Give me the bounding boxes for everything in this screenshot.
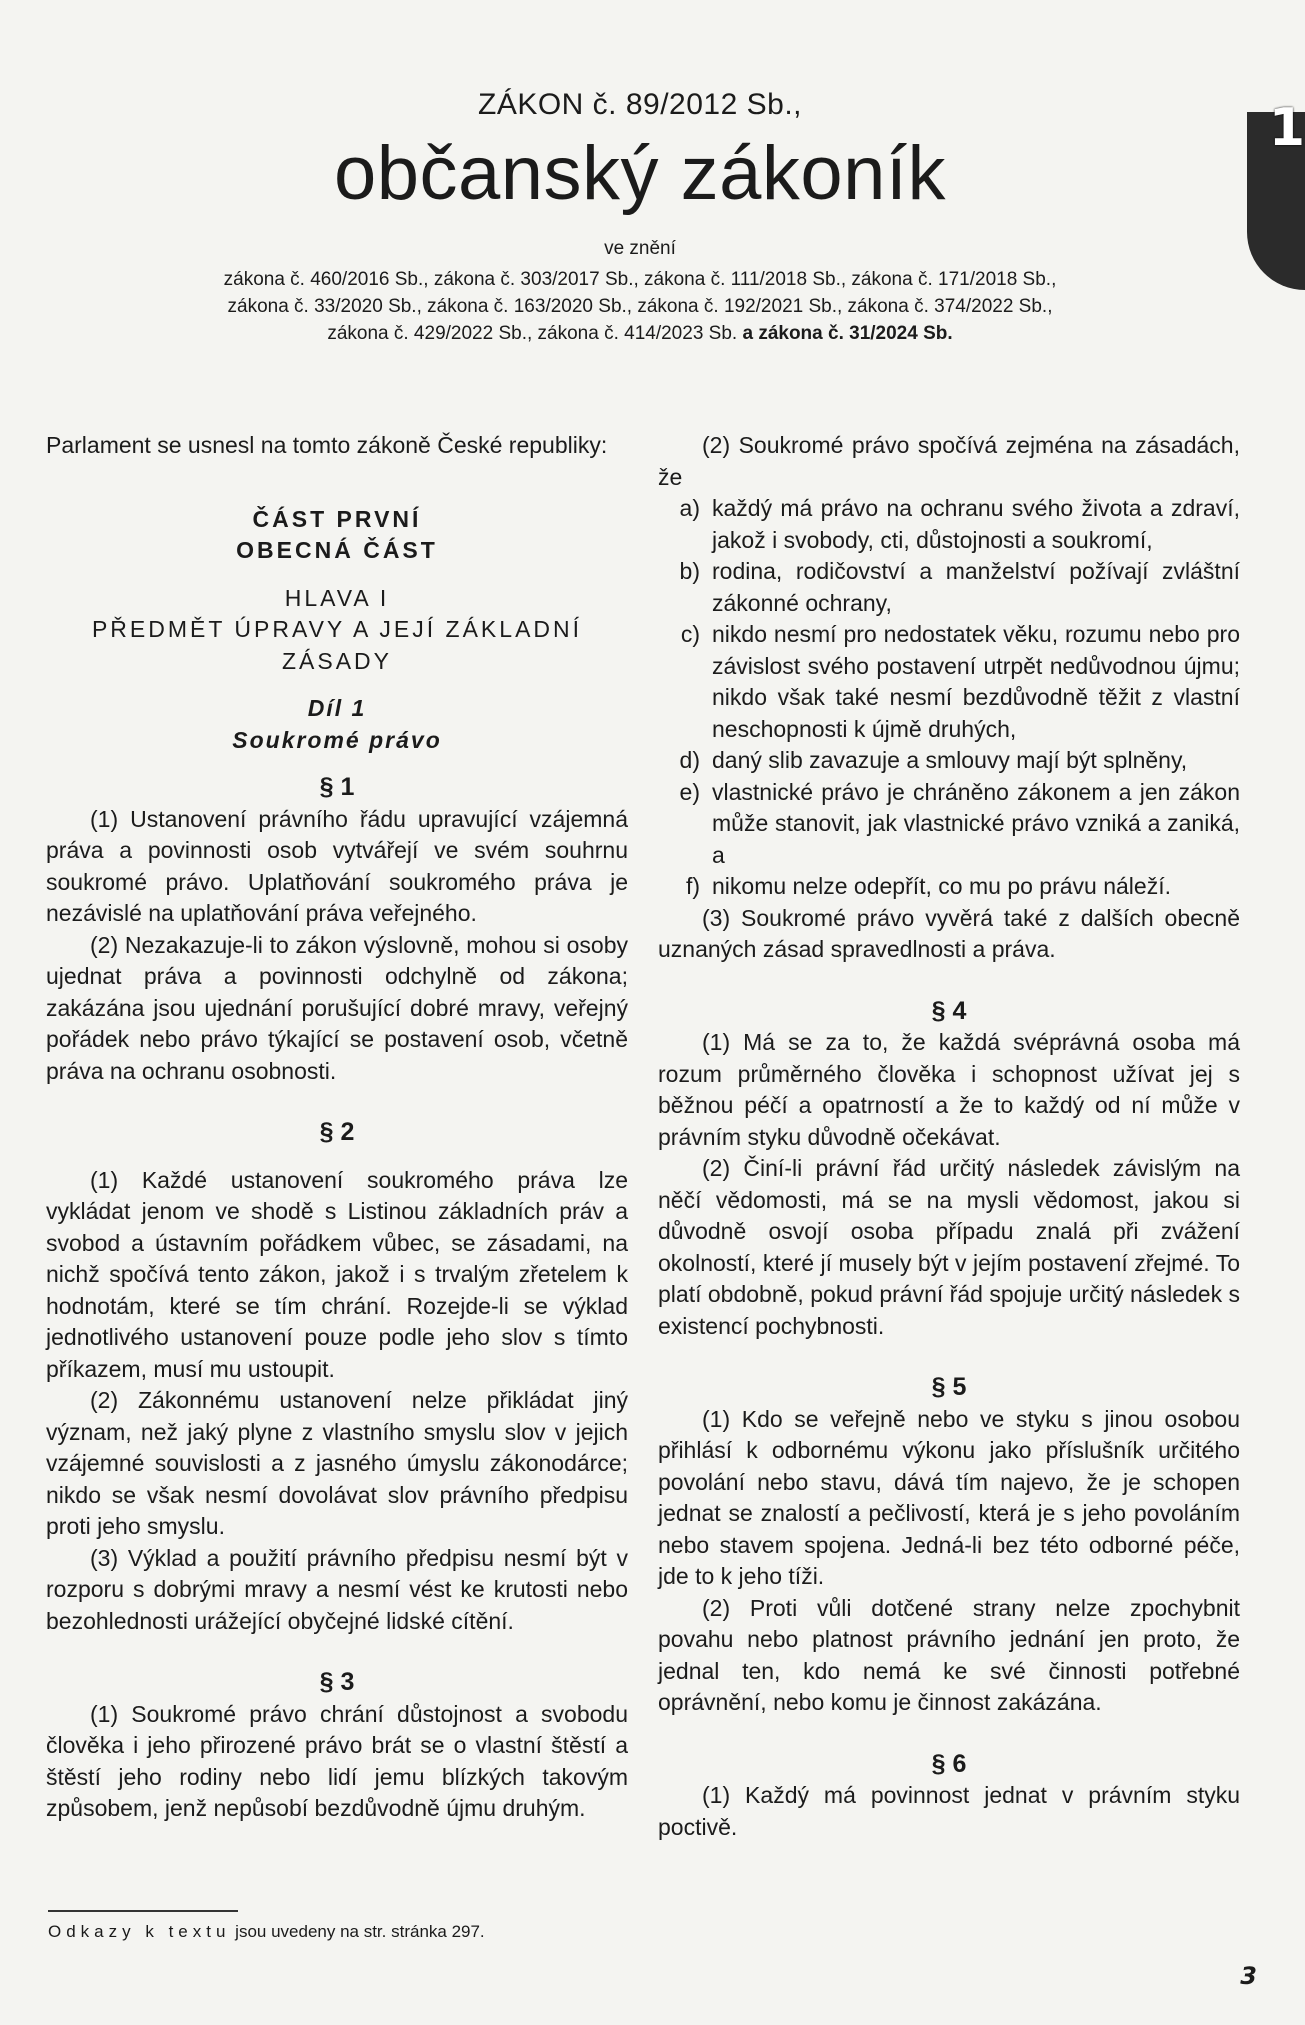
list-item xyxy=(658,871,1240,903)
amendment-line-last xyxy=(60,320,1220,347)
enactment-intro: Parlament se usnesl na tomto zákoně České republiky: xyxy=(46,432,608,458)
list-item xyxy=(658,556,1240,619)
document-header xyxy=(60,88,1220,347)
list-item xyxy=(658,745,1240,777)
section-2-paragraph-3: (3) Výklad a použití právního předpisu nesmí být v rozporu s dobrými mravy a nesmí vést ke krutosti nebo bezohlednosti urážející obyčejné lidské cítění. xyxy=(46,1544,628,1634)
list-item xyxy=(658,777,1240,872)
section-5-mark: § 5 xyxy=(931,1373,967,1401)
section-1-mark: § 1 xyxy=(319,773,355,801)
section-6-mark: § 6 xyxy=(931,1749,967,1778)
list-item-text: nikomu nelze odepřít, co mu po právu náleží. xyxy=(712,873,1171,899)
part-title: ČÁST PRVNÍ xyxy=(252,505,422,532)
section-3-paragraph-2-intro: (2) Soukromé právo spočívá zejména na zásadách, že xyxy=(658,432,1240,490)
law-number: ZÁKON č. 89/2012 Sb., xyxy=(478,88,802,121)
division-number: Díl 1 xyxy=(307,695,367,721)
chapter-number: HLAVA I xyxy=(284,584,390,611)
list-item-label: f) xyxy=(685,873,700,899)
section-1-paragraph-1: (1) Ustanovení právního řádu upravující vzájemná práva a povinnosti osob vytvářejí ve svém souhrnu soukromé právo. Uplatňování soukromého práva je nezávislé na uplatňování práva veřejného. xyxy=(46,805,628,926)
list-item-text: nikdo nesmí pro nedostatek věku, rozumu nebo pro závislost svého postavení utrpět nedůvodnou újmu; nikdo však také nesmí bezdůvodně těžit z vlastní neschopnosti k újmě druhých, xyxy=(712,621,1240,742)
list-item-text: daný slib zavazuje a smlouvy mají být splněny, xyxy=(712,747,1188,773)
chapter-title: PŘEDMĚT ÚPRAVY A JEJÍ ZÁKLADNÍ ZÁSADY xyxy=(91,616,583,674)
section-4-mark: § 4 xyxy=(931,996,967,1025)
page-number: 3 xyxy=(1240,1962,1257,1990)
section-2-paragraph-2: (2) Zákonnému ustanovení nelze přikládat jiný význam, než jaký plyne z vlastního smyslu slov v jejich vzájemné souvislosti a z jasného úmyslu zákonodárce; nikdo se však nesmí dovolávat slov právního předpisu proti jeho smyslu. xyxy=(46,1387,628,1539)
list-item-label: d) xyxy=(679,747,700,773)
section-4-paragraph-2: (2) Činí-li právní řád určitý následek závislým na něčí vědomosti, má se na mysli vědomost, jakou si důvodně osvojí osoba případu znalá při zvážení okolností, které jí musely být v jejím postavení zřejmé. To platí obdobně, pokud právní řád spojuje určitý následek s existencí pochybnosti. xyxy=(658,1155,1240,1339)
list-item-text: vlastnické právo je chráněno zákonem a jen zákon může stanovit, jak vlastnické právo vzniká a zaniká, a xyxy=(712,778,1240,868)
list-item-label: e) xyxy=(679,778,700,805)
section-3-paragraph-1: (1) Soukromé právo chrání důstojnost a svobodu člověka i jeho přirozené právo brát se o vlastní štěstí a štěstí jeho rodiny nebo lidí jemu blízkých takovým způsobem, jenž nepůsobí bezdůvodně újmu druhým. xyxy=(46,1700,628,1821)
section-5-paragraph-1: (1) Kdo se veřejně nebo ve styku s jinou osobou přihlásí k odbornému výkonu jako příslušník určitého povolání nebo stavu, dává tím najevo, že je schopen jednat se znalostí a pečlivostí, která je s jeho povoláním nebo stavem spojena. Jedná-li bez této odborné péče, jde to k jeho tíži. xyxy=(658,1405,1240,1589)
list-item-text: rodina, rodičovství a manželství požívají zvláštní zákonné ochrany, xyxy=(712,558,1240,616)
list-item xyxy=(658,493,1240,556)
list-item-label: c) xyxy=(680,621,700,647)
section-3-paragraph-3: (3) Soukromé právo vyvěrá také z dalších obecně uznaných zásad spravedlnosti a práva. xyxy=(658,904,1240,962)
amendment-last-bold: a zákona č. 31/2024 Sb. xyxy=(742,323,953,344)
right-column xyxy=(658,430,1240,1843)
section-2-paragraph-1: (1) Každé ustanovení soukromého práva lze vykládat jenom ve shodě s Listinou základních práv a svobod a ústavním pořádkem vůbec, se zásadami, na nichž spočívá tento zákon, jakož i s trvalým zřetelem k hodnotám, které se tím chrání. Rozejde-li se výklad jednotlivého ustanovení pouze podle jeho slov s tímto příkazem, musí mu ustoupit. xyxy=(46,1166,628,1382)
section-2-mark: § 2 xyxy=(319,1118,355,1146)
chapter-tab-number: 1 xyxy=(1268,98,1305,158)
list-item-label: b) xyxy=(679,558,700,584)
amendment-line: zákona č. 33/2020 Sb., zákona č. 163/2020 Sb., zákona č. 192/2021 Sb., zákona č. 374/2022 Sb., xyxy=(227,296,1053,317)
division-title: Soukromé právo xyxy=(232,726,442,753)
amendment-line: zákona č. 460/2016 Sb., zákona č. 303/2017 Sb., zákona č. 111/2018 Sb., zákona č. 171/2018 Sb., xyxy=(223,269,1057,290)
amendments-intro: ve znění xyxy=(604,238,676,259)
part-subtitle: OBECNÁ ČÁST xyxy=(236,537,438,563)
section-1-paragraph-2: (2) Nezakazuje-li to zákon výslovně, mohou si osoby ujednat práva a povinnosti odchylně od zákona; zakázána jsou ujednání porušující dobré mravy, veřejný pořádek nebo právo týkající se postavení osob, včetně práva na ochranu osobnosti. xyxy=(46,931,628,1084)
list-item-label: a) xyxy=(679,495,700,521)
footnote xyxy=(48,1922,485,1942)
document-title: občanský zákoník xyxy=(333,131,947,216)
footnote-text: jsou uvedeny na str. stránka 297. xyxy=(235,1922,485,1941)
footnote-divider xyxy=(48,1910,238,1912)
list-item-text: každý má právo na ochranu svého života a zdraví, jakož i svobody, cti, důstojnosti a soukromí, xyxy=(712,495,1240,553)
footnote-label: Odkazy k textu xyxy=(48,1922,231,1941)
section-6-paragraph-1: (1) Každý má povinnost jednat v právním styku poctivě. xyxy=(658,1782,1240,1840)
amendment-line-text: zákona č. 429/2022 Sb., zákona č. 414/2023 Sb. xyxy=(327,323,738,344)
left-column xyxy=(46,430,628,1825)
section-4-paragraph-1: (1) Má se za to, že každá svéprávná osoba má rozum průměrného člověka i schopnost užívat jej s běžnou péčí a opatrností a že to každý od ní může v právním styku důvodně očekávat. xyxy=(658,1029,1240,1150)
list-item xyxy=(658,619,1240,745)
section-3-mark: § 3 xyxy=(319,1668,355,1696)
section-5-paragraph-2: (2) Proti vůli dotčené strany nelze zpochybnit povahu nebo platnost právního jednání jen proto, že jednal ten, kdo nemá ke své činnosti potřebné oprávnění, nebo komu je činnost zakázána. xyxy=(658,1594,1240,1715)
